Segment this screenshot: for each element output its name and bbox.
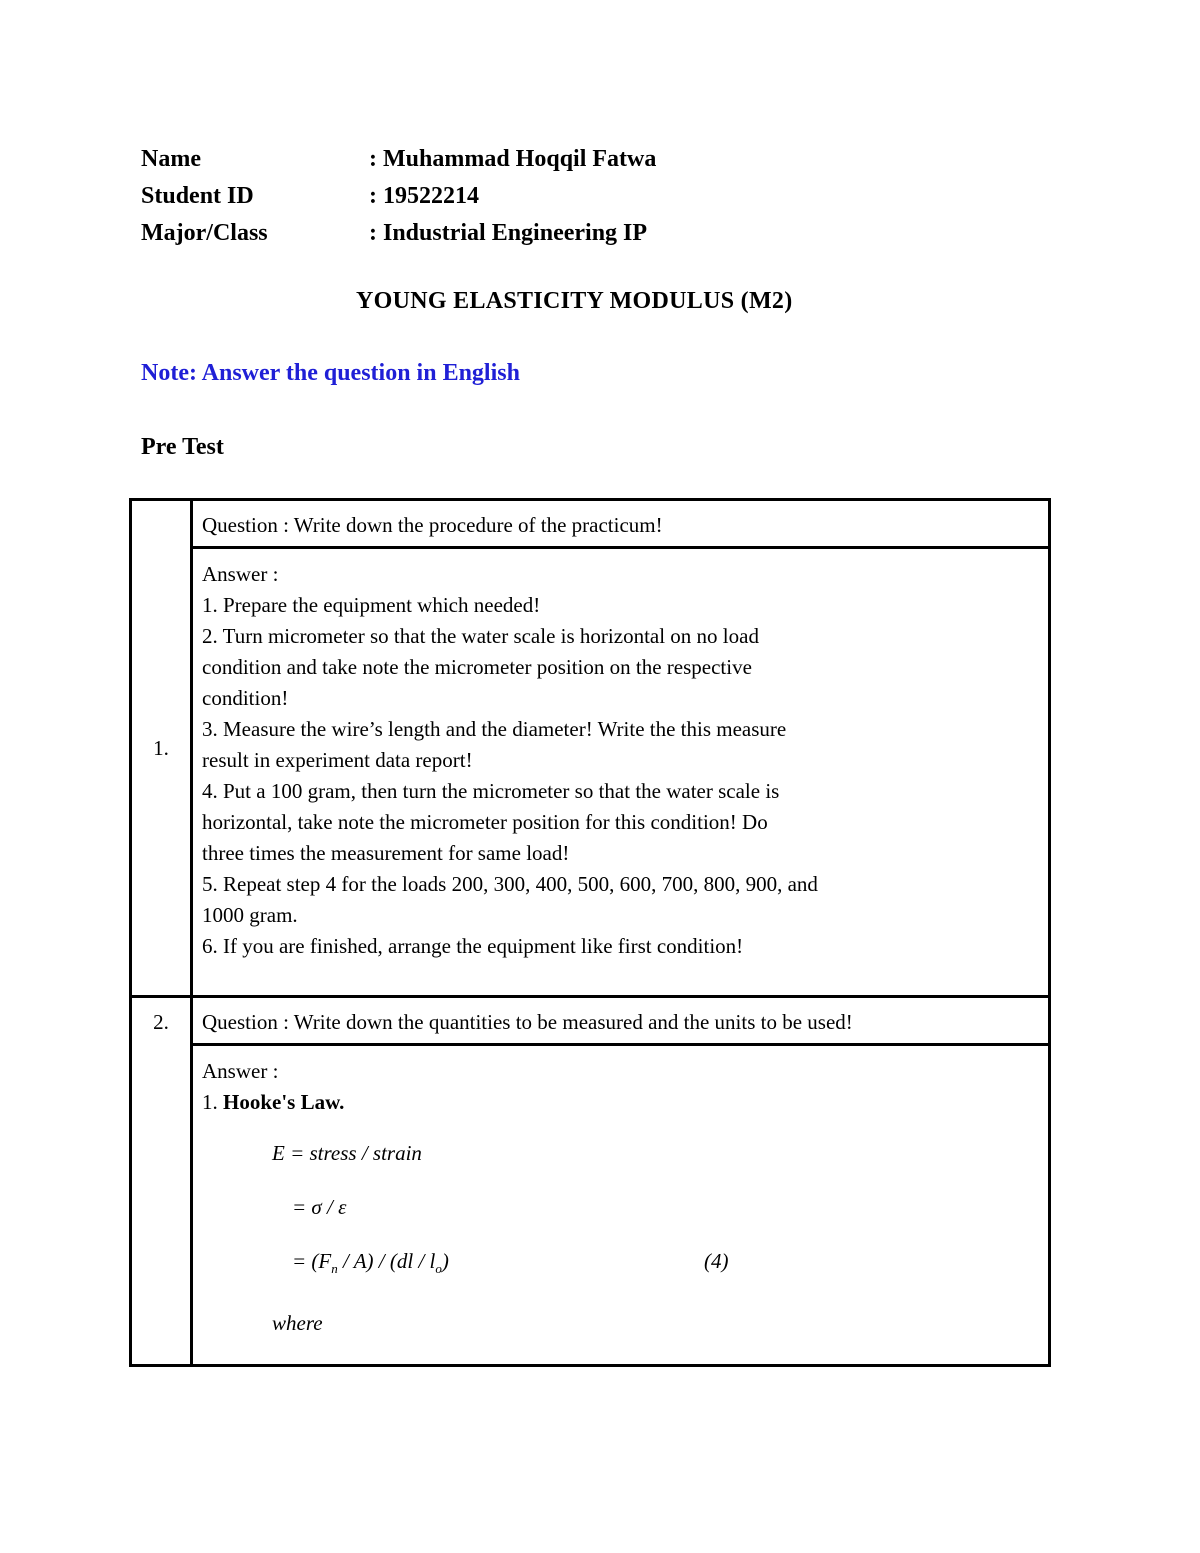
answer-cell (192, 1045, 1050, 1366)
answer-line: 1000 gram. (202, 903, 298, 927)
answer-line: 3. Measure the wire’s length and the diameter! Write the this measure (202, 717, 787, 741)
table-row (131, 997, 1050, 1045)
table-row (131, 500, 1050, 548)
equation-number: (4) (704, 1249, 729, 1273)
document-title: YOUNG ELASTICITY MODULUS (M2) (356, 288, 793, 314)
question-cell: Question : Write down the quantities to be measured and the units to be used! (192, 997, 1050, 1045)
formula-subscript: n (331, 1261, 338, 1277)
note: Note: Answer the question in English (141, 360, 520, 386)
answer-line: condition! (202, 686, 289, 710)
formula-line (292, 1234, 1048, 1296)
answer-item (202, 1087, 1048, 1118)
table-row (131, 548, 1050, 997)
formula-line: = σ / ε (292, 1195, 347, 1219)
answer-line: result in experiment data report! (202, 748, 473, 772)
answer-line: 6. If you are finished, arrange the equipment like first condition! (202, 934, 744, 958)
answer-line: 4. Put a 100 gram, then turn the micrometer so that the water scale is (202, 779, 780, 803)
info-row-major-class (141, 216, 656, 253)
answer-cell (192, 548, 1050, 997)
answer-label: Answer : (202, 1059, 279, 1083)
info-label: Student ID (141, 183, 254, 209)
question-cell: Question : Write down the procedure of the practicum! (192, 500, 1050, 548)
answer-label: Answer : (202, 562, 279, 586)
formula-subscript: o (435, 1261, 442, 1277)
formula-part: ) (441, 1249, 449, 1273)
answer-line: horizontal, take note the micrometer position for this condition! Do (202, 810, 768, 834)
answer-line: three times the measurement for same load! (202, 841, 570, 865)
question-number: 1. (131, 500, 192, 997)
where-label: where (272, 1311, 323, 1336)
item-prefix: 1. (202, 1090, 223, 1114)
info-row-student-id (141, 179, 656, 216)
formula-part: / A) / (dl / l (337, 1249, 436, 1273)
info-label: Major/Class (141, 220, 268, 246)
info-value: : 19522214 (369, 183, 479, 209)
section-heading: Pre Test (141, 434, 224, 460)
answer-line: 1. Prepare the equipment which needed! (202, 593, 541, 617)
formula-line: E = stress / strain (272, 1141, 422, 1165)
info-row-name (141, 142, 656, 179)
table-row (131, 1045, 1050, 1366)
item-title: Hooke's Law. (223, 1090, 345, 1114)
info-value: : Muhammad Hoqqil Fatwa (369, 146, 657, 172)
info-value: : Industrial Engineering IP (369, 220, 648, 246)
question-number: 2. (131, 997, 192, 1366)
info-label: Name (141, 146, 201, 172)
answer-line: 2. Turn micrometer so that the water scale is horizontal on no load (202, 624, 759, 648)
answer-line: 5. Repeat step 4 for the loads 200, 300, 400, 500, 600, 700, 800, 900, and (202, 872, 818, 896)
qa-table (129, 498, 1051, 1367)
student-info (141, 142, 656, 253)
formula-part: = (F (292, 1249, 332, 1273)
answer-line: condition and take note the micrometer position on the respective (202, 655, 752, 679)
